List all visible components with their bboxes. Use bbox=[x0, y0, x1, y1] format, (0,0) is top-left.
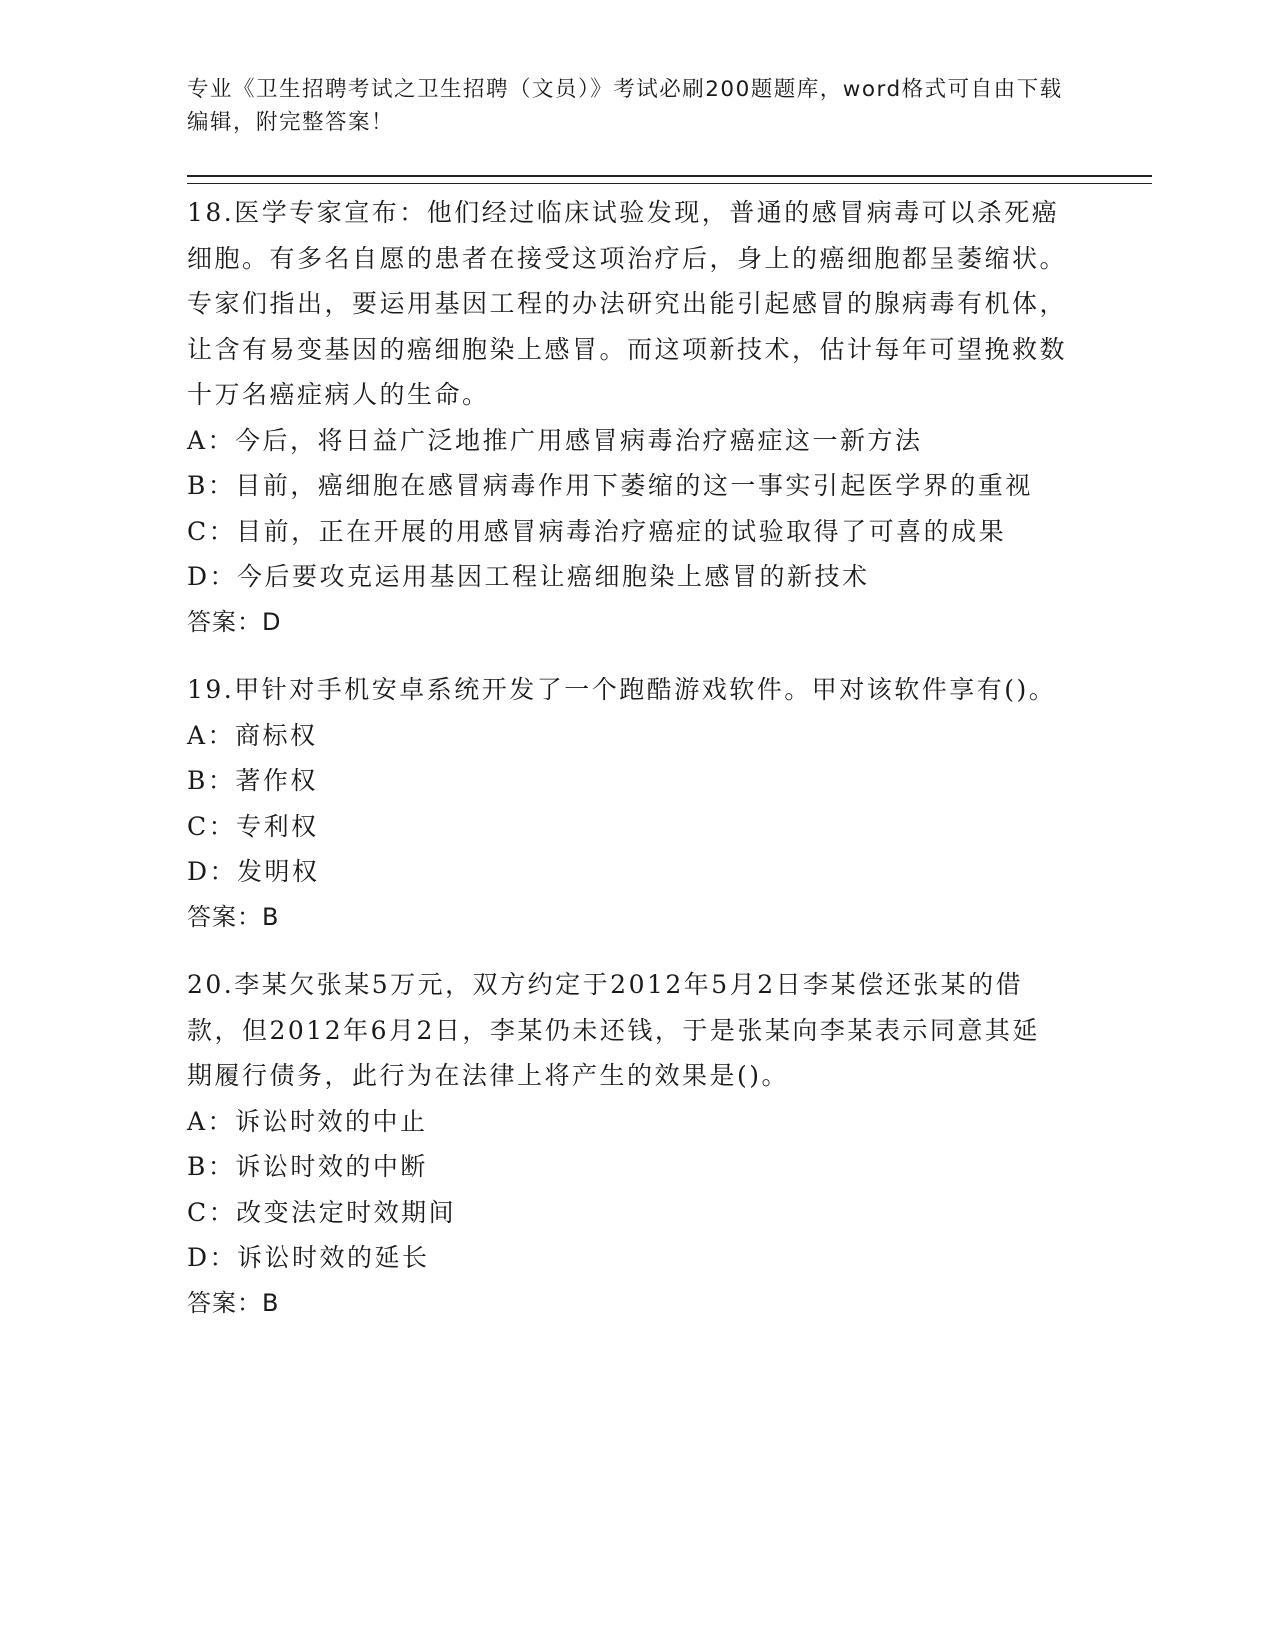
option-c: C：专利权 bbox=[187, 811, 319, 841]
header-divider bbox=[187, 175, 1152, 184]
answer-line: 答案：B bbox=[187, 1288, 280, 1317]
question-stem: 20.李某欠张某5万元，双方约定于2012年5月2日李某偿还张某的借款，但2012年6月2日，李某仍未还钱，于是张某向李某表示同意其延期履行债务，此行为在法律上将产生的效果是()。 bbox=[187, 970, 1040, 1090]
option-b: B：目前，癌细胞在感冒病毒作用下萎缩的这一事实引起医学界的重视 bbox=[187, 471, 1033, 500]
question-20 bbox=[187, 962, 1067, 1326]
option-d: D：诉讼时效的延长 bbox=[187, 1243, 430, 1272]
option-d: D：今后要攻克运用基因工程让癌细胞染上感冒的新技术 bbox=[187, 562, 870, 591]
option-c: C：目前，正在开展的用感冒病毒治疗癌症的试验取得了可喜的成果 bbox=[187, 516, 1007, 546]
option-a: A：今后，将日益广泛地推广用感冒病毒治疗癌症这一新方法 bbox=[187, 425, 923, 455]
option-a: A：商标权 bbox=[187, 720, 318, 750]
option-c: C：改变法定时效期间 bbox=[187, 1197, 457, 1227]
option-d: D：发明权 bbox=[187, 857, 320, 886]
document-header: 专业《卫生招聘考试之卫生招聘（文员）》考试必刷200题题库，word格式可自由下载编辑，附完整答案！ bbox=[187, 77, 1063, 135]
option-a: A：诉讼时效的中止 bbox=[187, 1106, 428, 1136]
option-b: B：著作权 bbox=[187, 766, 318, 795]
question-19 bbox=[187, 667, 1067, 940]
question-stem: 19.甲针对手机安卓系统开发了一个跑酷游戏软件。甲对该软件享有()。 bbox=[187, 675, 1057, 704]
question-18 bbox=[187, 190, 1067, 645]
question-list bbox=[187, 190, 1067, 1348]
answer-line: 答案：B bbox=[187, 902, 280, 931]
option-b: B：诉讼时效的中断 bbox=[187, 1152, 428, 1181]
question-stem: 18.医学专家宣布：他们经过临床试验发现，普通的感冒病毒可以杀死癌细胞。有多名自愿的患者在接受这项治疗后，身上的癌细胞都呈萎缩状。专家们指出，要运用基因工程的办法研究出能引起感冒的腺病毒有机体，让含有易变基因的癌细胞染上感冒。而这项新技术，估计每年可望挽救数十万名癌症病人的生命。 bbox=[187, 198, 1068, 409]
answer-line: 答案：D bbox=[187, 607, 282, 636]
